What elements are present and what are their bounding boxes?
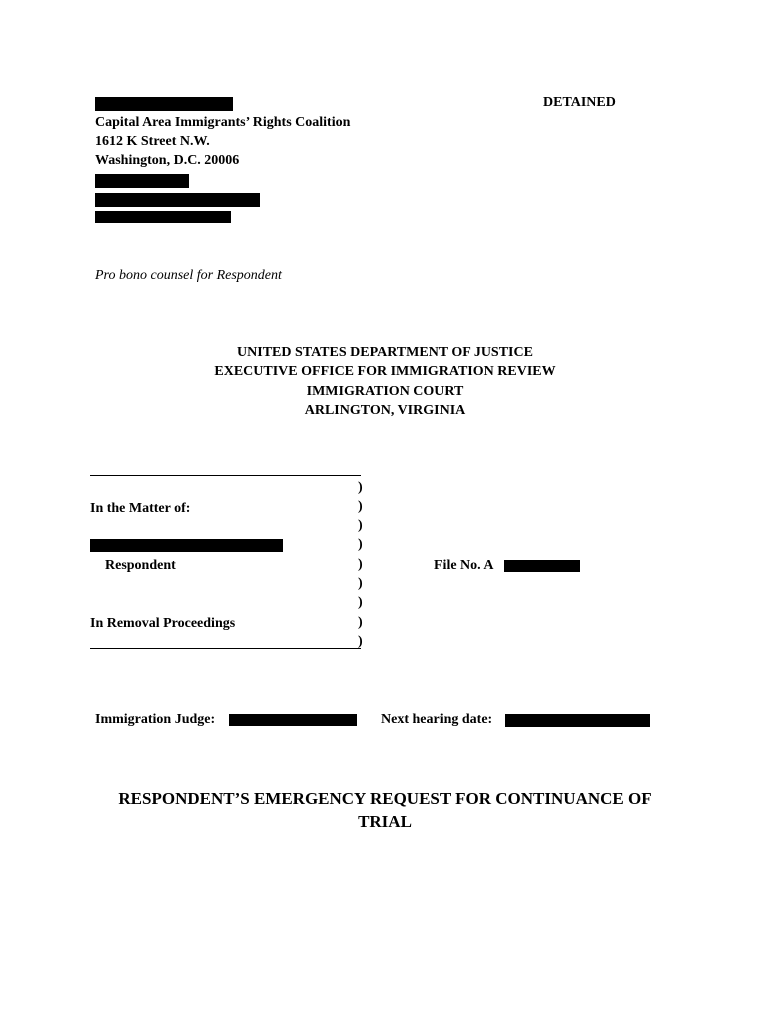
caption-paren: ) — [358, 518, 363, 533]
court-line-2: EXECUTIVE OFFICE FOR IMMIGRATION REVIEW — [214, 364, 556, 379]
document-title-line-1: RESPONDENT’S EMERGENCY REQUEST FOR CONTINUANCE OF — [118, 789, 652, 808]
redacted-file-number — [504, 560, 580, 572]
file-number-label: File No. A — [434, 558, 494, 573]
respondent-label: Respondent — [105, 558, 176, 573]
caption-paren: ) — [358, 595, 363, 610]
caption-paren: ) — [358, 499, 363, 514]
redacted-attorney-name — [95, 97, 233, 111]
matter-label: In the Matter of: — [90, 501, 191, 516]
court-line-4: ARLINGTON, VIRGINIA — [304, 403, 466, 418]
next-hearing-label: Next hearing date: — [381, 712, 493, 727]
caption-paren: ) — [358, 480, 363, 495]
address-line-2: Washington, D.C. 20006 — [95, 153, 240, 168]
caption-top-rule — [90, 475, 361, 476]
caption-paren: ) — [358, 557, 363, 572]
redacted-judge-name — [229, 714, 357, 726]
redacted-respondent-name — [90, 539, 283, 552]
caption-paren: ) — [358, 634, 363, 649]
caption-paren: ) — [358, 615, 363, 630]
redacted-hearing-date — [505, 714, 650, 727]
document-title-line-2: TRIAL — [358, 812, 412, 831]
redacted-contact-2 — [95, 193, 260, 207]
org-name: Capital Area Immigrants’ Rights Coalition — [95, 115, 351, 130]
court-line-1: UNITED STATES DEPARTMENT OF JUSTICE — [237, 345, 533, 360]
caption-paren: ) — [358, 537, 363, 552]
judge-label: Immigration Judge: — [95, 712, 216, 727]
redacted-contact-3 — [95, 211, 231, 223]
caption-paren: ) — [358, 576, 363, 591]
detained-status: DETAINED — [543, 95, 616, 110]
counsel-note: Pro bono counsel for Respondent — [95, 268, 282, 283]
caption-bottom-rule — [90, 648, 361, 649]
proceedings-label: In Removal Proceedings — [90, 616, 236, 631]
court-line-3: IMMIGRATION COURT — [306, 384, 464, 399]
address-line-1: 1612 K Street N.W. — [95, 134, 210, 149]
redacted-contact-1 — [95, 174, 189, 188]
